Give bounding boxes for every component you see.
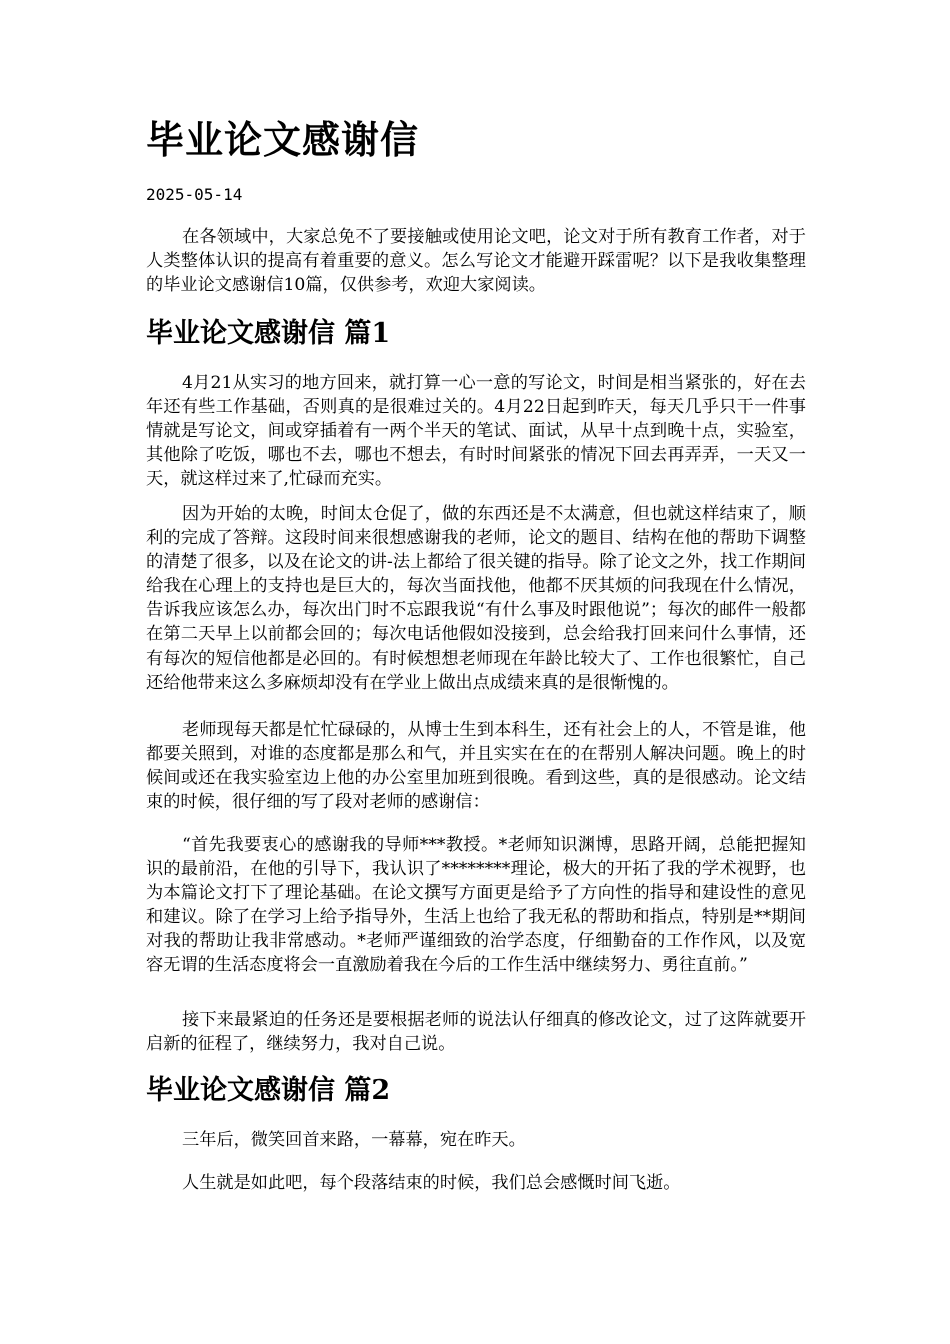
section-heading-1: 毕业论文感谢信 篇1 bbox=[146, 318, 391, 349]
section-1-paragraph-5: 接下来最紧迫的任务还是要根据老师的说法认仔细真的修改论文，过了这阵就要开启新的征程了，继续努力，我对自己说。 bbox=[146, 1010, 806, 1055]
document-title: 毕业论文感谢信 bbox=[146, 117, 420, 162]
section-heading-2: 毕业论文感谢信 篇2 bbox=[146, 1075, 391, 1106]
section-2-paragraph-2: 人生就是如此吧，每个段落结束的时候，我们总会感慨时间飞逝。 bbox=[182, 1173, 681, 1193]
intro-paragraph: 在各领域中，大家总免不了要接触或使用论文吧，论文对于所有教育工作者，对于人类整体认识的提高有着重要的意义。怎么写论文才能避开踩雷呢？以下是我收集整理的毕业论文感谢信10篇，仅供参考，欢迎大家阅读。 bbox=[146, 227, 806, 296]
section-1-quote-paragraph: “首先我要衷心的感谢我的导师***教授。*老师知识渊博，思路开阔，总能把握知识的最前沿，在他的引导下，我认识了********理论，极大的开拓了我的学术视野，也为本篇论文打下了理论基础。在论文撰写方面更是给予了方向性的指导和建设性的意见和建议。除了在学习上给予指导外，生活上也给了我无私的帮助和指点，特别是**期间对我的帮助让我非常感动。*老师严谨细致的治学态度，仔细勤奋的工作作风，以及宽容无谓的生活态度将会一直激励着我在今后的工作生活中继续努力、勇往直前。” bbox=[146, 835, 806, 976]
publish-date: 2025-05-14 bbox=[146, 185, 243, 204]
section-1-paragraph-1: 4月21从实习的地方回来，就打算一心一意的写论文，时间是相当紧张的，好在去年还有些工作基础，否则真的是很难过关的。4月22日起到昨天，每天几乎只干一件事情就是写论文，间或穿插着有一两个半天的笔试、面试，从早十点到晚十点，实验室，其他除了吃饭，哪也不去，哪也不想去，有时时间紧张的情况下回去再弄弄，一天又一天，就这样过来了,忙碌而充实。 bbox=[146, 373, 806, 490]
section-1-paragraph-3: 老师现每天都是忙忙碌碌的，从博士生到本科生，还有社会上的人，不管是谁，他都要关照到，对谁的态度都是那么和气，并且实实在在的在帮别人解决问题。晚上的时候间或还在我实验室边上他的办公室里加班到很晚。看到这些，真的是很感动。论文结束的时候，很仔细的写了段对老师的感谢信： bbox=[146, 720, 806, 813]
section-1-paragraph-2: 因为开始的太晚，时间太仓促了，做的东西还是不太满意，但也就这样结束了，顺利的完成了答辩。这段时间来很想感谢我的老师，论文的题目、结构在他的帮助下调整的清楚了很多，以及在论文的讲-法上都给了很关键的指导。除了论文之外，找工作期间给我在心理上的支持也是巨大的，每次当面找他，他都不厌其烦的问我现在什么情况，告诉我应该怎么办，每次出门时不忘跟我说“有什么事及时跟他说”；每次的邮件一般都在第二天早上以前都会回的；每次电话他假如没接到，总会给我打回来问什么事情，还有每次的短信他都是必回的。有时候想想老师现在年龄比较大了、工作也很繁忙，自己还给他带来这么多麻烦却没有在学业上做出点成绩来真的是很惭愧的。 bbox=[146, 504, 806, 693]
section-2-paragraph-1: 三年后，微笑回首来路，一幕幕，宛在昨天。 bbox=[182, 1130, 526, 1150]
